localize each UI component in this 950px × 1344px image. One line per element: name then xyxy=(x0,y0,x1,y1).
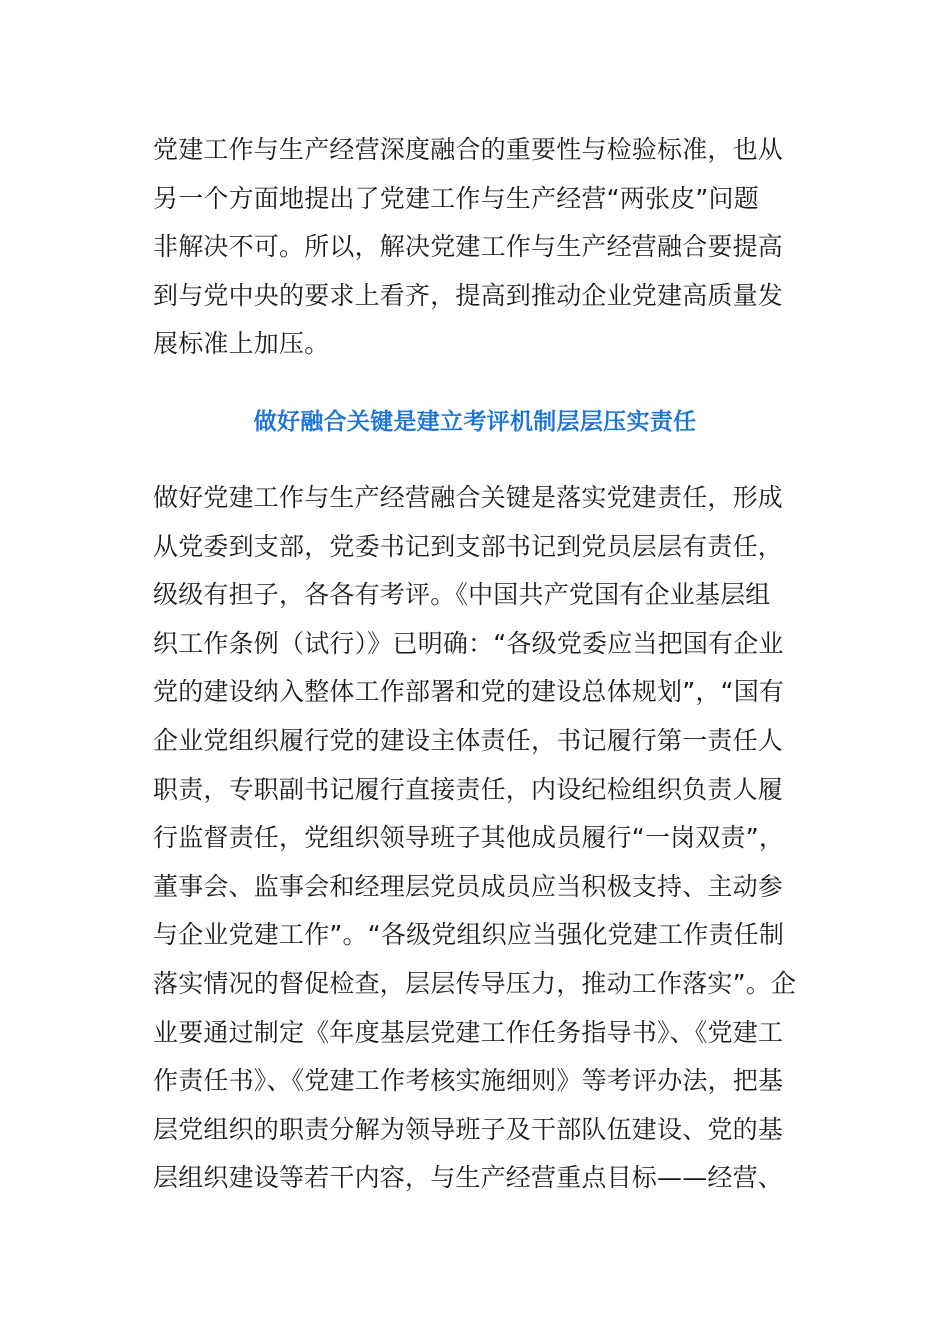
paragraph-line: 党建工作与生产经营深度融合的重要性与检验标准，也从 xyxy=(153,135,784,164)
paragraph-line: 到与党中央的要求上看齐，提高到推动企业党建高质量发 xyxy=(153,280,784,310)
body-paragraph-1 xyxy=(153,126,803,369)
paragraph-line: 业要通过制定《年度基层党建工作任务指导书》、《党建工 xyxy=(153,1017,784,1047)
paragraph-line: 级级有担子，各各有考评。《中国共产党国有企业基层组 xyxy=(153,580,771,610)
paragraph-line: 职责，专职副书记履行直接责任，内设纪检组织负责人履 xyxy=(153,774,784,804)
paragraph-line: 行监督责任，党组织领导班子其他成员履行“一岗双责”， xyxy=(153,823,785,853)
paragraph-line: 非解决不可。所以，解决党建工作与生产经营融合要提高 xyxy=(153,232,784,262)
paragraph-line: 展标准上加压。 xyxy=(153,329,330,359)
paragraph-line: 董事会、监事会和经理层党员成员应当积极支持、主动参 xyxy=(153,871,784,901)
paragraph-line: 作责任书》、《党建工作考核实施细则》等考评办法，把基 xyxy=(153,1066,784,1096)
paragraph-line: 与企业党建工作”。“各级党组织应当强化党建工作责任制 xyxy=(153,920,785,950)
paragraph-line: 从党委到支部，党委书记到支部书记到党员层层有责任， xyxy=(153,531,784,561)
body-paragraph-2 xyxy=(153,474,803,1203)
paragraph-line: 织工作条例（试行）》已明确：“各级党委应当把国有企业 xyxy=(153,628,784,658)
paragraph-line: 企业党组织履行党的建设主体责任，书记履行第一责任人 xyxy=(153,725,784,755)
paragraph-line: 做好党建工作与生产经营融合关键是落实党建责任，形成 xyxy=(153,483,784,512)
paragraph-line: 另一个方面地提出了党建工作与生产经营“两张皮”问题 xyxy=(153,183,759,213)
paragraph-line: 党的建设纳入整体工作部署和党的建设总体规划”，“国有 xyxy=(153,677,785,707)
paragraph-line: 落实情况的督促检查，层层传导压力，推动工作落实”。企 xyxy=(153,968,797,998)
paragraph-line: 层党组织的职责分解为领导班子及干部队伍建设、党的基 xyxy=(153,1114,784,1144)
paragraph-line: 层组织建设等若干内容，与生产经营重点目标——经营、 xyxy=(153,1163,784,1193)
section-heading: 做好融合关键是建立考评机制层层压实责任 xyxy=(253,409,697,435)
